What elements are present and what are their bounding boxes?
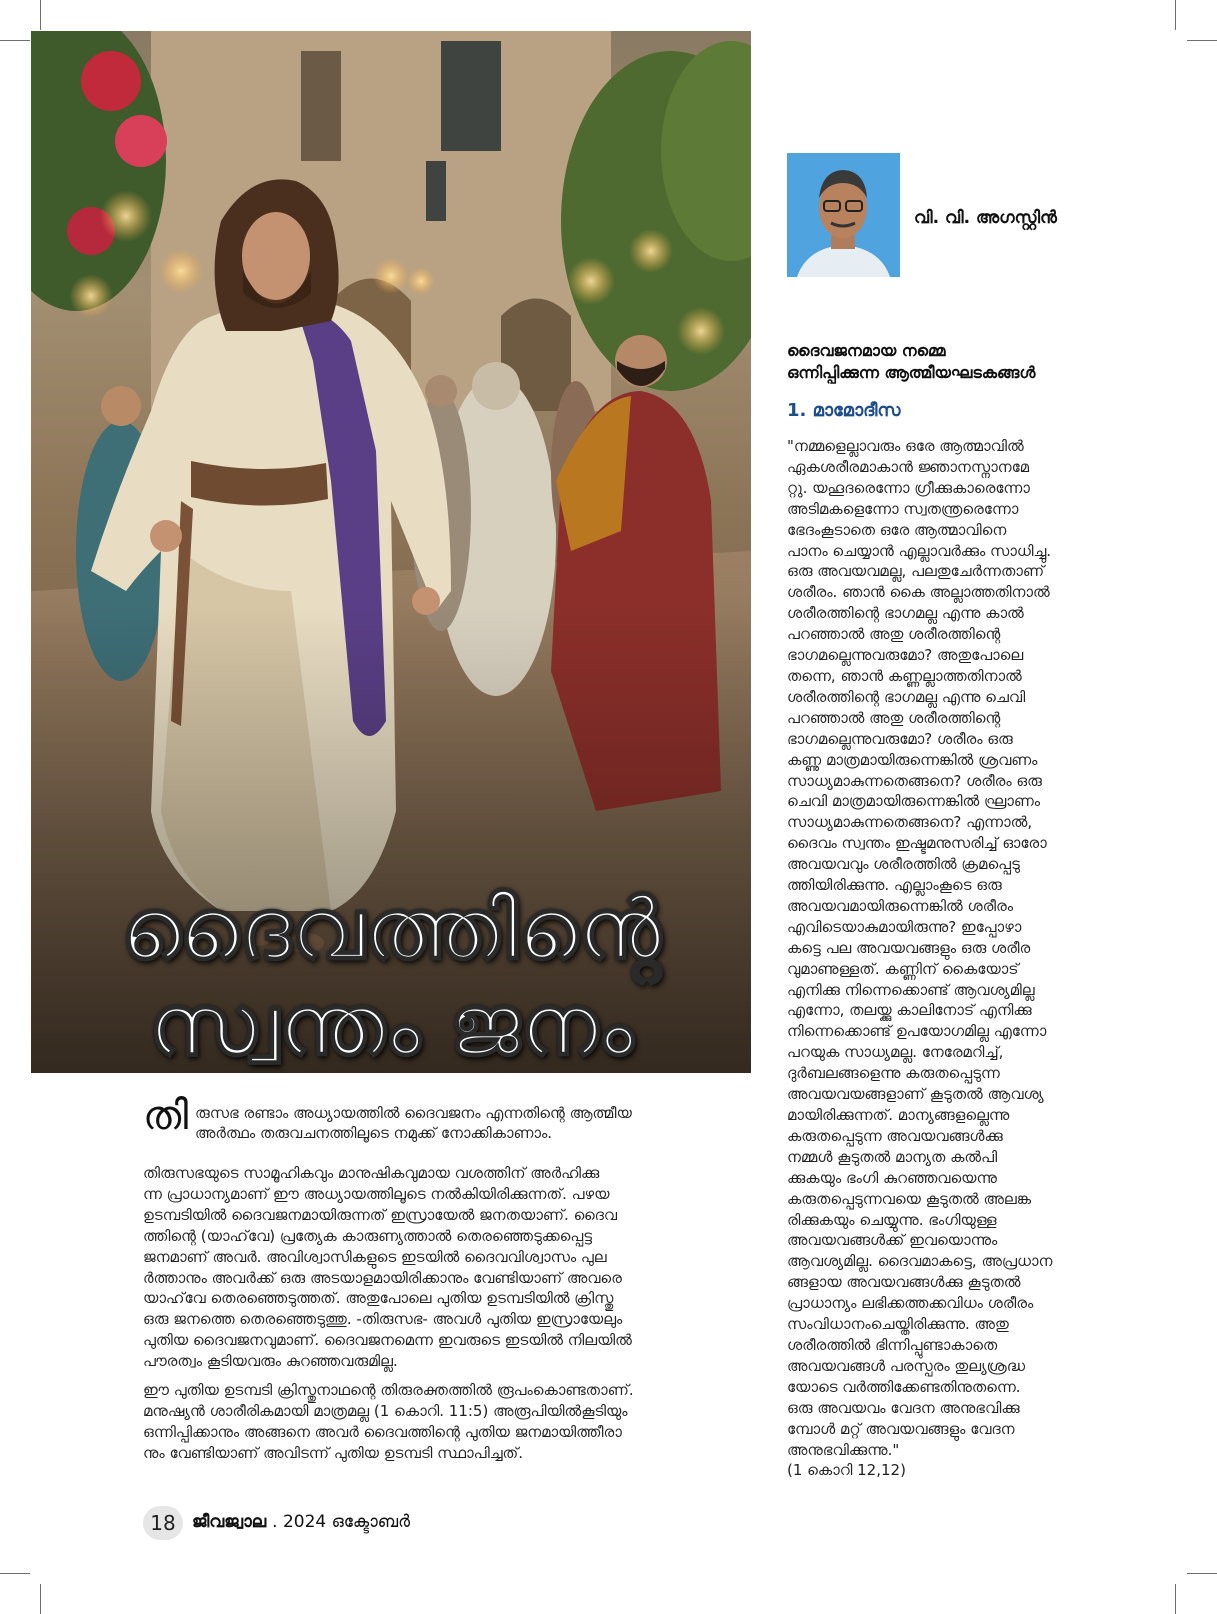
text-line: ങ്ങളായ അവയവങ്ങൾക്കു കൂടുതൽ: [787, 1273, 1021, 1292]
text-line: ദൈവം സ്വന്തം ഇഷ്ടമനുസരിച്ച് ഓരോ: [787, 834, 1047, 853]
text-line: ഒരു അവയവം വേദന അനുഭവിക്കു: [787, 1398, 1020, 1417]
text-line: പറഞ്ഞാൽ അതു ശരീരത്തിന്റെ: [787, 625, 1001, 644]
hero-image: [31, 31, 751, 1073]
text-line: ശരീരത്തിൽ ഭിന്നിപ്പുണ്ടാകാതെ: [787, 1335, 998, 1354]
text-line: മനുഷ്യൻ ശാരീരികമായി മാത്രമല്ല (1 കൊറി. 11:5) അരൂപിയിൽകൂടിയും: [143, 1401, 628, 1420]
text-line: ന്ന പ്രാധാന്യമാണ് ഈ അധ്യായത്തിലൂടെ നൽകിയിരിക്കുന്നത്. പഴയ: [143, 1184, 610, 1203]
article-title: [31, 881, 751, 1073]
text-line: അവയവങ്ങൾ പരസ്പരം തുല്യശ്രദ്ധ: [787, 1356, 1025, 1375]
scripture-quote: [787, 436, 1117, 1481]
crop-mark: [1175, 0, 1176, 30]
text-line: ഒരു അവയവമല്ല, പലതുചേർന്നതാണ്: [787, 562, 1045, 581]
text-line: അടിമകളെന്നോ സ്വതന്ത്രരെന്നോ: [787, 499, 1019, 518]
text-line: അനുഭവിക്കുന്നു.": [787, 1440, 900, 1459]
text-line: പാനം ചെയ്യാൻ എല്ലാവർക്കും സാധിച്ചു.: [787, 541, 1052, 560]
text-line: സാധ്യമാകുന്നതെങ്ങനെ? എന്നാൽ,: [787, 813, 1033, 832]
crop-mark: [0, 40, 30, 41]
text-line: ശരീരത്തിന്റെ ഭാഗമല്ല എന്നു കാൽ: [787, 604, 1024, 623]
author-name: വി. വി. അഗസ്റ്റിൻ: [914, 208, 1057, 228]
text-line: ദുർബലങ്ങളെന്നു കരുതപ്പെടുന്ന: [787, 1064, 1000, 1083]
text-line: ക്കുകയും ഭംഗി കുറഞ്ഞവയെന്നു: [787, 1168, 997, 1187]
article-title-line: ദൈവത്തിന്റെ: [120, 880, 662, 978]
text-line: ശരീരം. ഞാൻ കൈ അല്ലാത്തതിനാൽ: [787, 583, 1050, 602]
section-heading-line: ദൈവജനമായ നമ്മെ: [787, 341, 946, 360]
text-line: പൗരത്വം കൂടിയവരും കുറഞ്ഞവരുമില്ല.: [143, 1352, 398, 1371]
text-line: ഏകശരീരമാകാൻ ജ്ഞാനസ്നാനമേ: [787, 457, 1030, 476]
text-line: ശരീരത്തിന്റെ ഭാഗമല്ല എന്നു ചെവി: [787, 687, 1026, 706]
text-line: ജനമാണ് അവർ. അവിശ്വാസികളുടെ ഇടയിൽ ദൈവവിശ്വാസം പുല: [143, 1247, 607, 1266]
text-line: പറയുക സാധ്യമല്ല. നേരേമറിച്ച്,: [787, 1043, 1004, 1062]
text-line: ത്തിന്റെ (യാഹ്‌വേ) പ്രത്യേക കാരുണ്യത്താൽ തെരഞ്ഞെടുക്കപ്പെട്ട: [143, 1226, 593, 1245]
text-line: നും വേണ്ടിയാണ് അവിടന്ന് പുതിയ ഉടമ്പടി സ്ഥാപിച്ചത്.: [143, 1443, 523, 1462]
text-line: വുമാണുള്ളത്. കണ്ണിന് കൈയോട്: [787, 959, 1019, 978]
text-line: യാഹ്‌വേ തെരഞ്ഞെടുത്തത്. അതുപോലെ പുതിയ ഉടമ്പടിയിൽ ക്രിസ്തു: [143, 1289, 614, 1308]
text-line: എവിടെയാകുമായിരുന്നു? ഇപ്പോഴാ: [787, 917, 1022, 936]
text-line: അവയവയങ്ങളാണ് കൂടുതൽ ആവശ്യ: [787, 1085, 1044, 1104]
issue-date: . 2024 ഒക്ടോബർ: [272, 1512, 411, 1532]
text-line: യോടെ വർത്തിക്കേണ്ടതിനുതന്നെ.: [787, 1377, 1021, 1396]
page-number: 18: [143, 1506, 183, 1540]
crop-mark: [1187, 1573, 1217, 1574]
drop-cap: തി: [143, 1093, 189, 1139]
text-line: കട്ടെ പല അവയവങ്ങളും ഒരു ശരീര: [787, 938, 1031, 957]
crop-mark: [40, 0, 41, 30]
text-line: ർത്താനും അവർക്ക് ഒരു അടയാളമായിരിക്കാനും വേണ്ടിയാണ് അവരെ: [143, 1268, 622, 1287]
crop-mark: [40, 1584, 41, 1614]
text-line: കരുതപ്പെടുന്നവയെ കൂടുതൽ അലങ്ക: [787, 1189, 1032, 1208]
text-line: നിന്നെക്കൊണ്ട് ഉപയോഗമില്ല എന്നോ: [787, 1022, 1047, 1041]
text-line: സാധ്യമാകുന്നതെങ്ങനെ? ശരീരം ഒരു: [787, 771, 1042, 790]
text-line: പറഞ്ഞാൽ അതു ശരീരത്തിന്റെ: [787, 708, 1001, 727]
text-line: അവയവങ്ങൾക്ക് ഇവയൊന്നും: [787, 1231, 998, 1250]
text-line: നമ്മൾ കൂടുതൽ മാന്യത കൽപി: [787, 1147, 998, 1166]
text-line: ഒരു ജനത്തെ തെരഞ്ഞെടുത്തു. -തിരുസഭ- അവൾ പുതിയ ഇസ്രായേലും: [143, 1310, 623, 1329]
text-line: തന്നെ, ഞാൻ കണ്ണല്ലാത്തതിനാൽ: [787, 666, 1022, 685]
text-line: സംവിധാനംചെയ്തിരിക്കുന്നു. അതു: [787, 1315, 1009, 1334]
text-line: തിരുസഭയുടെ സാമൂഹികവും മാനുഷികവുമായ വശത്തിന് അർഹിക്കു: [143, 1164, 600, 1182]
text-line: കണ്ണു മാത്രമായിരുന്നെങ്കിൽ ശ്രവണം: [787, 750, 1038, 769]
text-line: മ്പോൾ മറ്റ് അവയവങ്ങളും വേദന: [787, 1419, 1015, 1438]
text-line: മായിരിക്കുന്നത്. മാന്യങ്ങളല്ലെന്നു: [787, 1106, 1010, 1124]
text-line: അവയവമായിരുന്നെങ്കിൽ ശരീരം: [787, 896, 1014, 915]
text-line: ഉടമ്പടിയിൽ ദൈവജനമായിരുന്നത് ഇസ്രായേൽ ജനതയാണ്. ദൈവ: [143, 1205, 618, 1224]
text-line: രിക്കുകയും ചെയ്യുന്നു. ഭംഗിയുള്ള: [787, 1210, 997, 1229]
section-heading-line: ഒന്നിപ്പിക്കുന്ന ആത്മീയഘടകങ്ങൾ: [787, 363, 1036, 382]
text-line: രുസഭ രണ്ടാം അധ്യായത്തിൽ ദൈവജനം എന്നതിന്റെ ആത്മീയ: [195, 1104, 632, 1122]
text-line: ഭാഗമല്ലെന്നുവരുമോ? അതുപോലെ: [787, 646, 1024, 665]
text-line: ത്തിയിരിക്കുന്നു. എല്ലാംകൂടെ ഒരു: [787, 876, 1002, 895]
text-line: (1 കൊറി 12,12): [787, 1461, 906, 1480]
text-line: എന്നോ, തലയ്ക്കു കാലിനോട് എനിക്കു: [787, 1001, 1032, 1020]
sub-heading: 1. മാമോദീസ: [787, 400, 901, 421]
text-line: ഒന്നിപ്പിക്കാനും അങ്ങനെ അവർ ദൈവത്തിന്റെ പുതിയ ജനമായിത്തീരാ: [143, 1422, 622, 1441]
article-title-line: സ്വന്തം ജനം: [148, 976, 634, 1073]
crop-mark: [1187, 40, 1217, 41]
text-line: ഈ പുതിയ ഉടമ്പടി ക്രിസ്തുനാഥന്റെ തിരുരക്തത്തിൽ രൂപംകൊണ്ടതാണ്.: [143, 1381, 634, 1399]
text-line: അവയവവും ശരീരത്തിൽ ക്രമപ്പെടു: [787, 855, 1020, 874]
author-photo: [787, 153, 900, 277]
magazine-footer: [192, 1512, 410, 1532]
text-line: എനിക്കു നിന്നെക്കൊണ്ട് ആവശ്യമില്ല: [787, 980, 1035, 999]
text-line: ഭാഗമല്ലെന്നുവരുമോ? ശരീരം ഒരു: [787, 729, 1013, 748]
text-line: കരുതപ്പെടുന്ന അവയവങ്ങൾക്കു: [787, 1126, 1003, 1145]
text-line: ആവശ്യമില്ല. ദൈവമാകട്ടെ, അപ്രധാന: [787, 1252, 1053, 1271]
text-line: "നമ്മളെല്ലാവരും ഒരേ ആത്മാവിൽ: [787, 437, 1024, 455]
article-intro: [143, 1093, 763, 1143]
article-paragraph: [143, 1163, 763, 1372]
author-portrait: [787, 153, 900, 277]
text-line: പ്രാധാന്യം ലഭിക്കത്തക്കവിധം ശരീരം: [787, 1294, 1034, 1313]
magazine-name: ജീവജ്വാല: [192, 1512, 267, 1532]
crop-mark: [1175, 1584, 1176, 1614]
text-line: പുതിയ ദൈവജനവുമാണ്. ദൈവജനമെന്ന ഇവരുടെ ഇടയിൽ നിലയിൽ: [143, 1331, 632, 1350]
text-line: അർത്ഥം തരുവചനത്തിലൂടെ നമുക്ക് നോക്കികാണാം.: [195, 1124, 553, 1142]
text-line: റ്റു. യഹൂദരെന്നോ ഗ്രീക്കുകാരെന്നോ: [787, 478, 1030, 497]
article-paragraph: [143, 1380, 763, 1464]
text-line: ചെവി മാത്രമായിരുന്നെങ്കിൽ ഘ്രാണം: [787, 792, 1041, 811]
text-line: ഭേദംകൂടാതെ ഒരേ ആത്മാവിനെ: [787, 520, 1007, 539]
section-heading: [787, 340, 1117, 384]
crop-mark: [0, 1573, 30, 1574]
